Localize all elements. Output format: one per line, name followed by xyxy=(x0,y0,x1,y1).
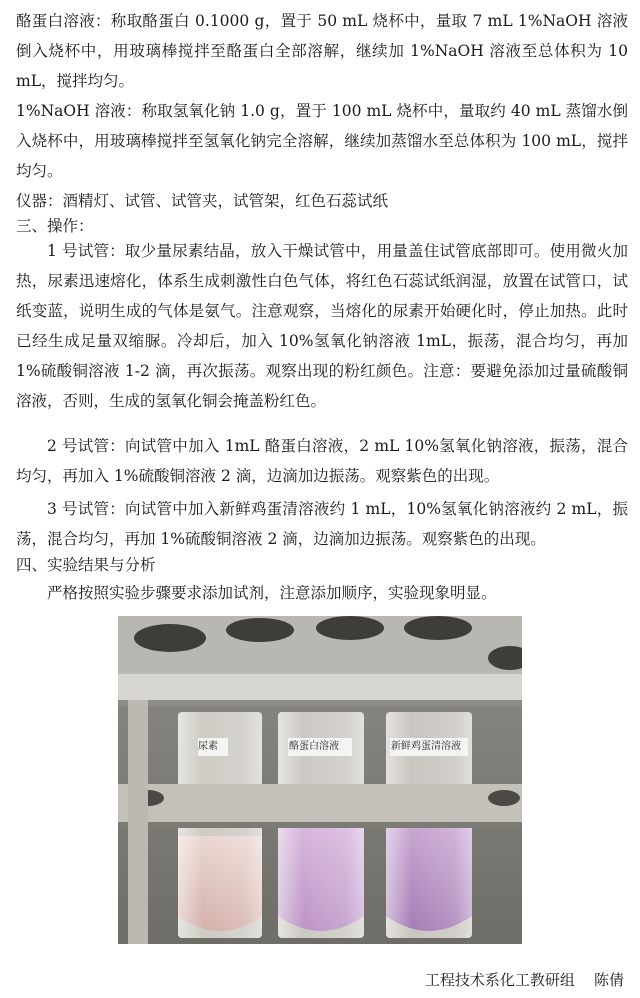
tube-1-label: 尿素 xyxy=(198,741,218,752)
footer-signature xyxy=(425,968,624,992)
experiment-photo xyxy=(118,616,522,944)
section-4-text: 严格按照实验步骤要求添加试剂，注意添加顺序，实验现象明显。 xyxy=(47,584,497,602)
tube-1-paragraph: 1 号试管：取少量尿素结晶，放入干燥试管中，用量盖住试管底部即可。使用微火加热，尿素迅速熔化，体系生成刺激性白色气体，将红色石蕊试纸润湿，放置在试管口，试纸变蓝，说明生成的气体是氨气。注意观察，当熔化的尿素开始硬化时，停止加热。此时已经生成足量双缩脲。冷却后，加入 10%氢氧化钠溶液 1mL，振荡，混合均匀，再加 1%硫酸铜溶液 1-2 滴，再次振荡。观察出现的粉红颜色。注意：要避免添加过量硫酸铜溶液，否则，生成的氢氧化铜会掩盖粉红色。 xyxy=(16,242,628,410)
tube-3-label: 新鲜鸡蛋清溶液 xyxy=(391,741,461,752)
tube-3-paragraph: 3 号试管：向试管中加入新鲜鸡蛋清溶液约 1 mL，10%氢氧化钠溶液约 2 mL，振荡，混合均匀，再加 1%硫酸铜溶液 2 滴，边滴加边振荡。观察紫色的出现。 xyxy=(16,500,628,548)
test-tube-rack-illustration xyxy=(118,616,522,944)
section-3-heading: 三、操作： xyxy=(16,217,94,235)
footer-department: 工程技术系化工教研组 xyxy=(424,971,575,989)
tube-2-label: 酪蛋白溶液 xyxy=(289,741,339,752)
section-4-heading: 四、实验结果与分析 xyxy=(16,556,156,574)
naoh-solution-paragraph: 1%NaOH 溶液：称取氢氧化钠 1.0 g，置于 100 mL 烧杯中，量取约 40 mL 蒸馏水倒入烧杯中，用玻璃棒搅拌至氢氧化钠完全溶解，继续加蒸馏水至总体积为 100 mL，搅拌均匀。 xyxy=(16,102,628,180)
instruments-paragraph: 仪器：酒精灯、试管、试管夹，试管架，红色石蕊试纸 xyxy=(16,192,389,210)
casein-solution-paragraph: 酪蛋白溶液：称取酪蛋白 0.1000 g，置于 50 mL 烧杯中，量取 7 mL 1%NaOH 溶液倒入烧杯中，用玻璃棒搅拌至酪蛋白全部溶解，继续加 1%NaOH 溶液至总体积为 10 mL，搅拌均匀。 xyxy=(16,12,628,90)
footer-author: 陈倩 xyxy=(593,971,624,989)
tube-2-paragraph: 2 号试管：向试管中加入 1mL 酪蛋白溶液，2 mL 10%氢氧化钠溶液，振荡，混合均匀，再加入 1%硫酸铜溶液 2 滴，边滴加边振荡。观察紫色的出现。 xyxy=(16,437,628,485)
